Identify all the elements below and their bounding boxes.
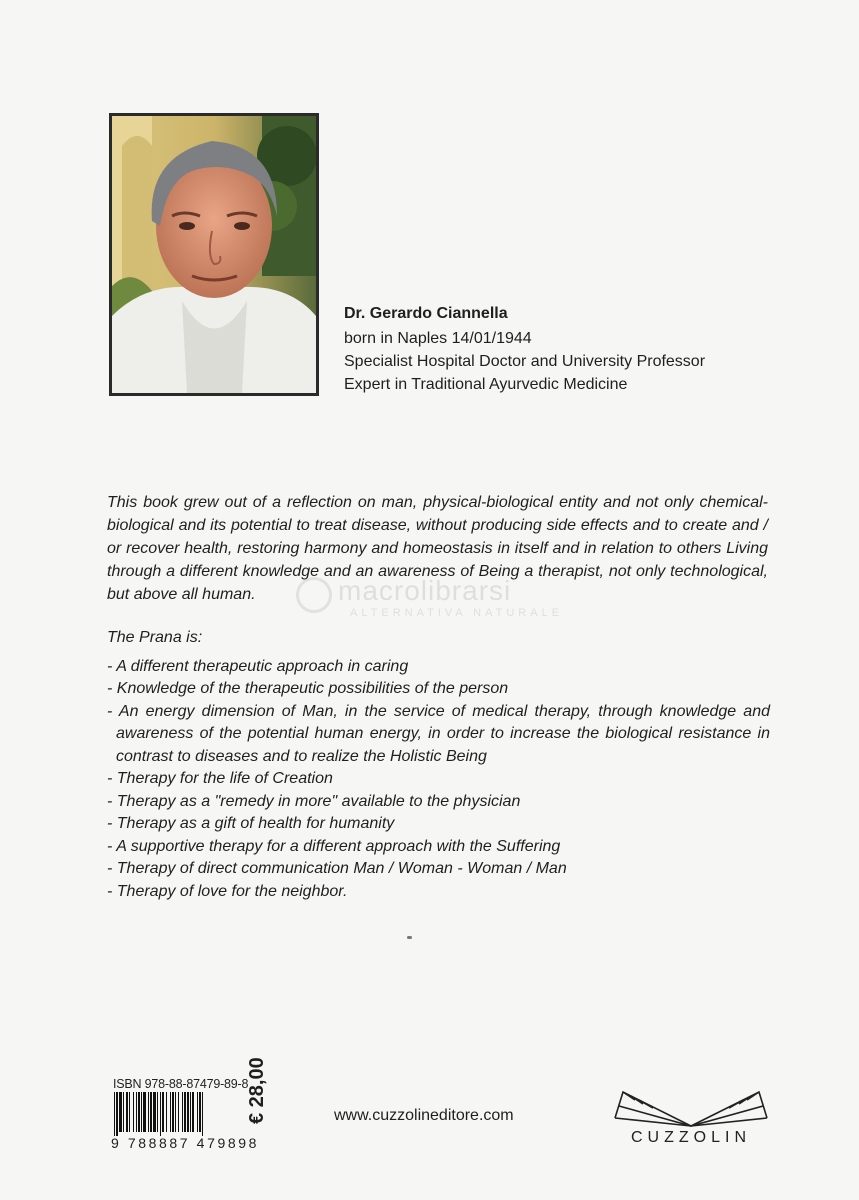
list-item: - Therapy of direct communication Man / Woman - Woman / Man: [107, 858, 770, 881]
watermark-name: macrolibrarsi: [338, 575, 512, 606]
author-portrait-image: [112, 116, 316, 393]
list-item: - A supportive therapy for a different approach with the Suffering: [107, 836, 770, 859]
author-profession: Specialist Hospital Doctor and University Professor: [344, 353, 706, 370]
book-description: This book grew out of a reflection on man, physical-biological entity and not only chemical-biological and its potential to treat disease, without producing side effects and to create and / or recover health, restoring harmony and homeostasis in itself and in relation to others Living through a different knowledge and an awareness of Being a therapist, not only technological, but above all human.: [107, 494, 768, 603]
price-label: € 28,00: [246, 1057, 268, 1124]
barcode-icon: [112, 1092, 239, 1136]
author-expertise: Expert in Traditional Ayurvedic Medicine: [344, 376, 628, 393]
open-book-logo-icon: [613, 1086, 769, 1128]
list-item: - An energy dimension of Man, in the service of medical therapy, through knowledge and awareness of the potential human energy, in order to increase the biological resistance in contrast to diseases and to realize the Holistic Being: [107, 701, 770, 769]
author-birth: born in Naples 14/01/1944: [344, 330, 532, 347]
barcode-digits: 9 788887 479898: [111, 1135, 259, 1151]
author-name: Dr. Gerardo Ciannella: [344, 305, 508, 322]
author-info: [344, 303, 824, 396]
list-item: - Therapy of love for the neighbor.: [107, 881, 770, 904]
prana-title: The Prana is:: [107, 629, 203, 646]
isbn-label: ISBN 978-88-87479-89-8: [113, 1077, 249, 1091]
publisher-website: www.cuzzolineditore.com: [334, 1107, 514, 1124]
prana-section: [107, 627, 770, 903]
author-photo: [109, 113, 319, 396]
watermark-tagline: ALTERNATIVA NATURALE: [350, 607, 564, 619]
list-item: - Therapy as a "remedy in more" available to the physician: [107, 791, 770, 814]
list-item: - Therapy for the life of Creation: [107, 768, 770, 791]
list-item: - A different therapeutic approach in caring: [107, 656, 770, 679]
list-item: - Knowledge of the therapeutic possibilities of the person: [107, 678, 770, 701]
list-item: - Therapy as a gift of health for humanity: [107, 813, 770, 836]
print-speck: [407, 936, 412, 939]
prana-list: [107, 656, 770, 904]
publisher-name: CUZZOLIN: [631, 1129, 751, 1146]
